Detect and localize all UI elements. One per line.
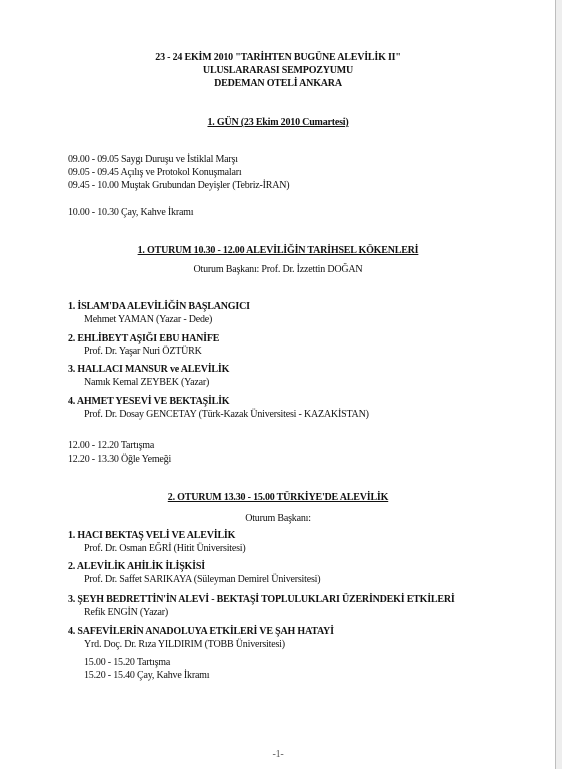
page-edge — [555, 0, 562, 769]
schedule-item: 15.20 - 15.40 Çay, Kahve İkramı — [84, 670, 210, 681]
talk-speaker: Prof. Dr. Saffet SARIKAYA (Süleyman Demirel Üniversitesi) — [84, 574, 321, 585]
schedule-item: 09.45 - 10.00 Muştak Grubundan Deyişler (Tebriz-İRAN) — [68, 180, 290, 191]
talk-title: 3. HALLACI MANSUR ve ALEVİLİK — [68, 364, 230, 375]
schedule-item: 12.00 - 12.20 Tartışma — [68, 440, 155, 451]
session1-title: 1. OTURUM 10.30 - 12.00 ALEVİLİĞİN TARİHSEL KÖKENLERİ — [137, 245, 419, 256]
talk-title: 4. SAFEVİLERİN ANADOLUYA ETKİLERİ VE ŞAH HATAYİ — [68, 626, 334, 637]
talk-speaker: Mehmet YAMAN (Yazar - Dede) — [84, 314, 213, 325]
schedule-item: 09.05 - 09.45 Açılış ve Protokol Konuşmaları — [68, 167, 242, 178]
session2-chair: Oturum Başkanı: — [245, 513, 311, 524]
page-number: -1- — [272, 749, 284, 760]
talk-speaker: Namık Kemal ZEYBEK (Yazar) — [84, 377, 210, 388]
session1-chair: Oturum Başkanı: Prof. Dr. İzzettin DOĞAN — [193, 264, 363, 275]
event-subtitle: ULUSLARARASI SEMPOZYUMU — [202, 65, 354, 76]
talk-speaker: Prof. Dr. Dosay GENCETAY (Türk-Kazak Üniversitesi - KAZAKİSTAN) — [84, 409, 369, 420]
talk-speaker: Refik ENGİN (Yazar) — [84, 607, 169, 618]
day-title: 1. GÜN (23 Ekim 2010 Cumartesi) — [207, 117, 349, 128]
talk-title: 3. ŞEYH BEDRETTİN'İN ALEVİ - BEKTAŞİ TOPLULUKLARI ÜZERİNDEKİ ETKİLERİ — [68, 594, 455, 605]
talk-title: 4. AHMET YESEVİ VE BEKTAŞİLİK — [68, 396, 230, 407]
schedule-item: 15.00 - 15.20 Tartışma — [84, 657, 171, 668]
talk-title: 2. ALEVİLİK AHİLİK İLİŞKİSİ — [68, 561, 205, 572]
talk-speaker: Prof. Dr. Yaşar Nuri ÖZTÜRK — [84, 346, 202, 357]
schedule-item: 09.00 - 09.05 Saygı Duruşu ve İstiklal Marşı — [68, 154, 238, 165]
talk-speaker: Prof. Dr. Osman EĞRİ (Hitit Üniversitesi) — [84, 543, 246, 554]
talk-title: 1. İSLAM'DA ALEVİLİĞİN BAŞLANGICI — [68, 301, 250, 312]
talk-title: 2. EHLİBEYT AŞIĞI EBU HANİFE — [68, 333, 220, 344]
schedule-item: 10.00 - 10.30 Çay, Kahve İkramı — [68, 207, 194, 218]
event-venue: DEDEMAN OTELİ ANKARA — [214, 78, 342, 89]
schedule-item: 12.20 - 13.30 Öğle Yemeği — [68, 454, 172, 465]
talk-speaker: Yrd. Doç. Dr. Rıza YILDIRIM (TOBB Üniversitesi) — [84, 639, 285, 650]
talk-title: 1. HACI BEKTAŞ VELİ VE ALEVİLİK — [68, 530, 236, 541]
session2-title: 2. OTURUM 13.30 - 15.00 TÜRKİYE'DE ALEVİLİK — [167, 492, 389, 503]
event-title: 23 - 24 EKİM 2010 "TARİHTEN BUGÜNE ALEVİLİK II" — [155, 52, 401, 63]
